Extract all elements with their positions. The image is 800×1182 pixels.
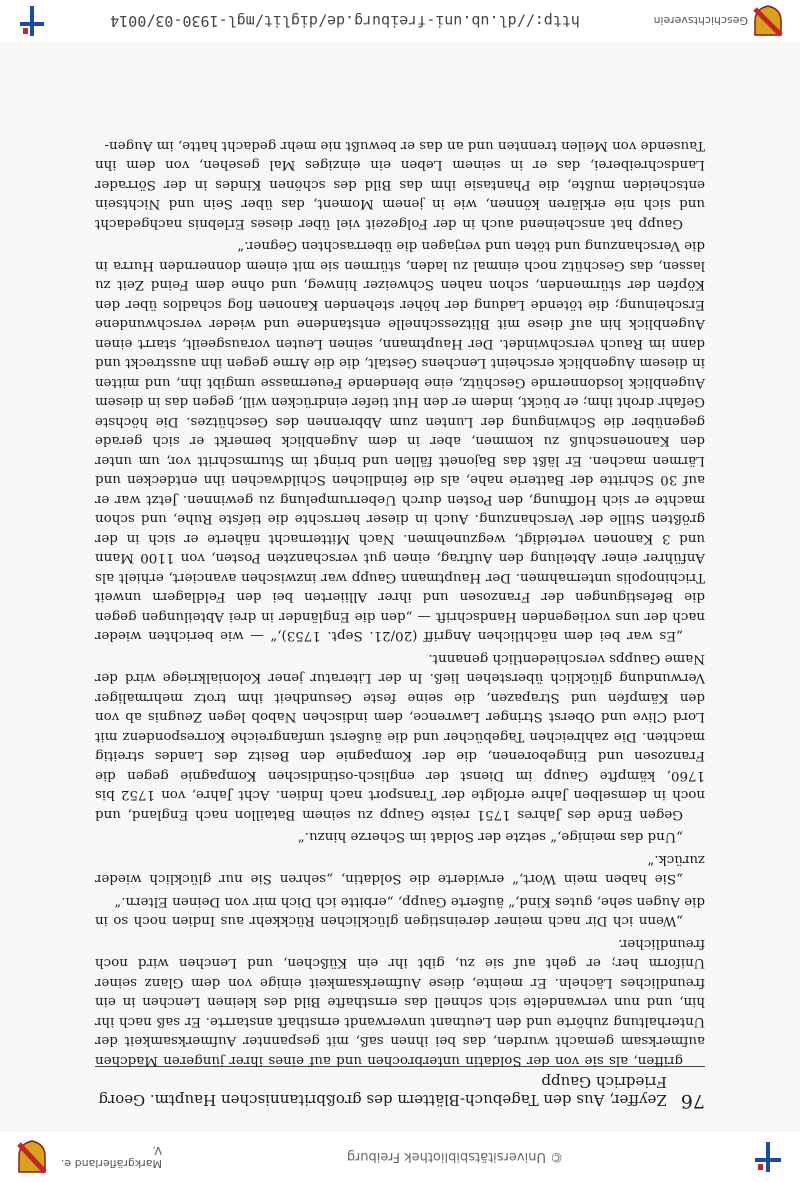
library-logo-icon — [748, 1139, 788, 1175]
paragraph: griffen, als sie von der Soldatin unterbrochen und auf eines ihrer jüngeren Mädchen aufmerksam gemacht wurden, das bei ihnen saß, mit gespannter Aufmerksamkeit der Unterhaltung zuhörte und den Leutnant unverwandt ernsthaft anstarrte. Er saß nach ihr hin, und nun verwandelte sich schnell das ernsthafte Bild des kleinen Lenchen in ein freundliches Lächeln. Er meinte, diese Aufmerksamkeit einige von dem Glanz seiner Uniform her; er geht auf sie zu, gibt ihr ein Küßchen, und Lenchen wird noch freundlicher. — [95, 936, 705, 1068]
society-label: Markgräflerland e. V. — [60, 1144, 162, 1170]
paragraph: „Und das meinige,“ setzte der Soldat im Scherze hinzu.“ — [297, 829, 683, 845]
library-credit-text: © Universitätsbibliothek Freiburg — [346, 1149, 564, 1165]
paragraph: „Wenn ich Dir nach meiner dereinstigen glücklichen Rückkehr aus Indien noch so in die Augen sehe, gutes Kind,“ äußerte Gaupp, „erbitte ich Dich mir von Deinen Eltern.“ — [95, 894, 705, 929]
coat-of-arms-icon — [12, 1139, 52, 1175]
society-short-label: Geschichtsverein — [653, 14, 748, 28]
paragraph: Gaupp hat anscheinend auch in der Folgezeit viel über dieses Erlebnis nachgedacht und sich nie erklären können, wie in jenem Moment, das über Sein und Nichtsein entscheiden mußte, die Phantasie ihm das Bild des schönen Kindes in der Sörrader Landschreiberei, das er in seinem Leben ein einziges Mal gesehen, von dem ihn Tausende von Meilen trennten und an das er bewußt nie mehr gedacht hatte, im Augen- — [95, 138, 705, 231]
paragraph: „Sie haben mein Wort,“ erwiderte die Soldatin, „sehren Sie nur glücklich wieder zurück.“ — [95, 852, 705, 887]
paragraph: Gegen Ende des Jahres 1751 reiste Gaupp zu seinem Bataillon nach England, und noch in demselben Jahre erfolgte der Transport nach Indien. Acht Jahre, von 1752 bis 1760, kämpfte Gaupp im Dienst der englisch-ostindischen Kompagnie gegen die Franzosen und Eingeborenen, die der Kompagnie den Besitz des Landes streitig machten. Die zahlreichen Tagebücher und die äußerst umfangreiche Korrespondenz mit Lord Clive und Oberst Stringer Lawrence, dem indischen Nabob legen Zeugnis ab von den Kämpfen und Strapazen, die seine feste Gesundheit ihm trotz mehrmaliger Verwundung glücklich überstehen ließ. In der Literatur jener Kolonialkriege wird der Name Gaupps verschiedentlich genannt. — [95, 651, 705, 822]
ub-logo-icon — [12, 3, 52, 39]
page-number: 76 — [680, 1090, 705, 1112]
paragraph: „Es war bei dem nächtlichen Angriff (20/21. Sept. 1753),“ — wie berichten wieder nach der uns vorliegenden Handschrift — „den die Engländer in drei Abteilungen gegen die Befestigungen der Franzosen und ihrer Alliierten bei den Feldlagern unweit Trichinopolis unternahmen. Der Hauptmann Gaupp war inzwischen avanciert, erhielt als Anführer einer Abteilung den Auftrag, einen gut verschanzten Posten, von 1100 Mann und 3 Kanonen verteidigt, wegzunehmen. Nach Mitternacht näherte er sich in der größten Stille der Verschanzung. Auch in dieser herrschte die tiefste Ruhe, und schon machte er sich Hoffnung, den Posten durch Ueberrumpelung zu gewinnen. Jetzt war er auf 30 Schritte der Batterie nahe, als die feindlichen Schildwachen ihn entdecken und Lärmen machen. Er läßt das Bajonett fällen und bringt im Sturmschritt vor, um unter den Kanonenschuß zu kommen, aber in dem Augenblick bemerkt er sich gerade gegenüber die Schwingung der Lunten zum Abbrennen des Geschützes. Die höchste Gefahr droht ihm; er bückt, indem er den Hut tiefer eindrücken will, gegen das in diesem Augenblick losdonnernde Geschütz, eine blendende Feuermasse umgibt ihn, und mitten in diesem Augenblick erscheint Lenchens Gestalt, die die Arme gegen ihn ausstreckt und dann im Rauch verschwindet. Der Hauptmann, seinen Leuten vorausgeeilt, starrt einen Augenblick hin auf diese mit Blitzesschnelle entstandene und wieder verschwundene Erscheinung; die tötende Ladung der höher stehenden Kanonen flog schadlos über den Köpfen der stürmenden, schon nahen Schweizer hinweg, und ohne dem Feind Zeit zu lassen, das Geschütz noch einmal zu laden, stürmen sie mit einem donnernden Hurra in die Verschanzung und töten und verjagen die überraschten Gegner.“ — [95, 238, 705, 644]
running-header — [95, 1066, 705, 1112]
body-text — [95, 133, 705, 1071]
bottom-url-band — [0, 0, 800, 42]
running-title: Zeyffer, Aus den Tagebuch-Blättern des großbritannischen Hauptm. Georg Friedrich Gaupp — [98, 1073, 667, 1109]
permalink-url[interactable]: http://dl.ub.uni-freiburg.de/diglit/mgl-1930-03/0014 — [110, 12, 580, 30]
top-credit-band — [0, 1132, 800, 1182]
society-shield-icon — [748, 3, 788, 39]
